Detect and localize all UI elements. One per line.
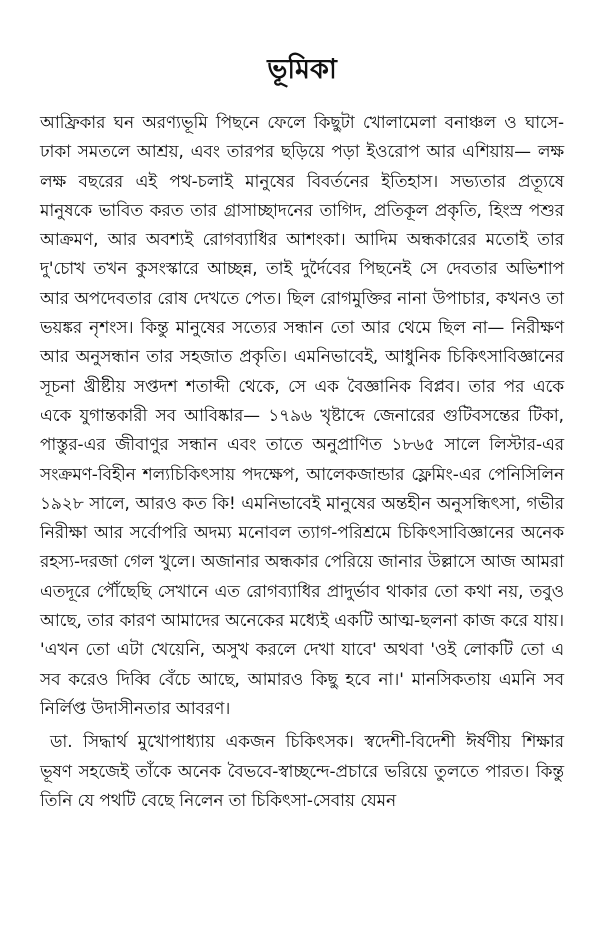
paragraph-2: ডা. সিদ্ধার্থ মুখোপাধ্যায় একজন চিকিৎসক। স্বদেশী-বিদেশী ঈর্ষণীয় শিক্ষার ভূষণ সহজেই তাঁকে অনেক বৈভবে-স্বাচ্ছন্দে-প্রচারে ভরিয়ে তুলতে পারত। কিন্তু তিনি যে পথটি বেছে নিলেন তা চিকিৎসা-সেবায় যেমন	[40, 731, 564, 810]
page-title: ভূমিকা	[267, 54, 337, 85]
paragraph-1: আফ্রিকার ঘন অরণ্যভূমি পিছনে ফেলে কিছুটা খোলামেলা বনাঞ্চল ও ঘাসে-ঢাকা সমতলে আশ্রয়, এবং তারপর ছড়িয়ে পড়া ইওরোপ আর এশিয়ায়— লক্ষ লক্ষ বছরের এই পথ-চলাই মানুষের বিবর্তনের ইতিহাস। সভ্যতার প্রত্যূষে মানুষকে ভাবিত করত তার গ্রাসাচ্ছাদনের তাগিদ, প্রতিকূল প্রকৃতি, হিংস্র পশুর আক্রমণ, আর অবশ্যই রোগব্যাধির আশংকা। আদিম অন্ধকারের মতোই তার দু'চোখ তখন কুসংস্কারে আচ্ছন্ন, তাই দুর্দৈবের পিছনেই সে দেবতার অভিশাপ আর অপদেবতার রোষ দেখতে পেত। ছিল রোগমুক্তির নানা উপাচার, কখনও তা ভয়ঙ্কর নৃশংস। কিন্তু মানুষের সত্যের সন্ধান তো আর থেমে ছিল না— নিরীক্ষণ আর অনুসন্ধান তার সহজাত প্রকৃতি। এমনিভাবেই, আধুনিক চিকিৎসাবিজ্ঞানের সূচনা খ্রীষ্টীয় সপ্তদশ শতাব্দী থেকে, সে এক বৈজ্ঞানিক বিপ্লব। তার পর একে একে যুগান্তকারী সব আবিষ্কার— ১৭৯৬ খৃষ্টাব্দে জেনারের গুটিবসন্তের টিকা, পাস্তুর-এর জীবাণুর সন্ধান এবং তাতে অনুপ্রাণিত ১৮৬৫ সালে লিস্টার-এর সংক্রমণ-বিহীন শল্যচিকিৎসায় পদক্ষেপ, আলেকজান্ডার ফ্লেমিং-এর পেনিসিলিন ১৯২৮ সালে, আরও কত কি! এমনিভাবেই মানুষের অন্তহীন অনুসন্ধিৎসা, গভীর নিরীক্ষা আর সর্বোপরি অদম্য মনোবল ত্যাগ-পরিশ্রমে চিকিৎসাবিজ্ঞানের অনেক রহস্য-দরজা গেল খুলে। অজানার অন্ধকার পেরিয়ে জানার উল্লাসে আজ আমরা এতদূরে পৌঁছেছি সেখানে এত রোগব্যাধির প্রাদুর্ভাব থাকার তো কথা নয়, তবুও আছে, তার কারণ আমাদের অনেকের মধ্যেই একটি আত্ম-ছলনা কাজ করে যায়। 'এখন তো এটা খেয়েনি, অসুখ করলে দেখা যাবে' অথবা 'ওই লোকটি তো এ সব করেও দিব্বি বেঁচে আছে, আমারও কিছু হবে না।' মানসিকতায় এমনি সব নির্লিপ্ত উদাসীনতার আবরণ।	[40, 112, 564, 718]
